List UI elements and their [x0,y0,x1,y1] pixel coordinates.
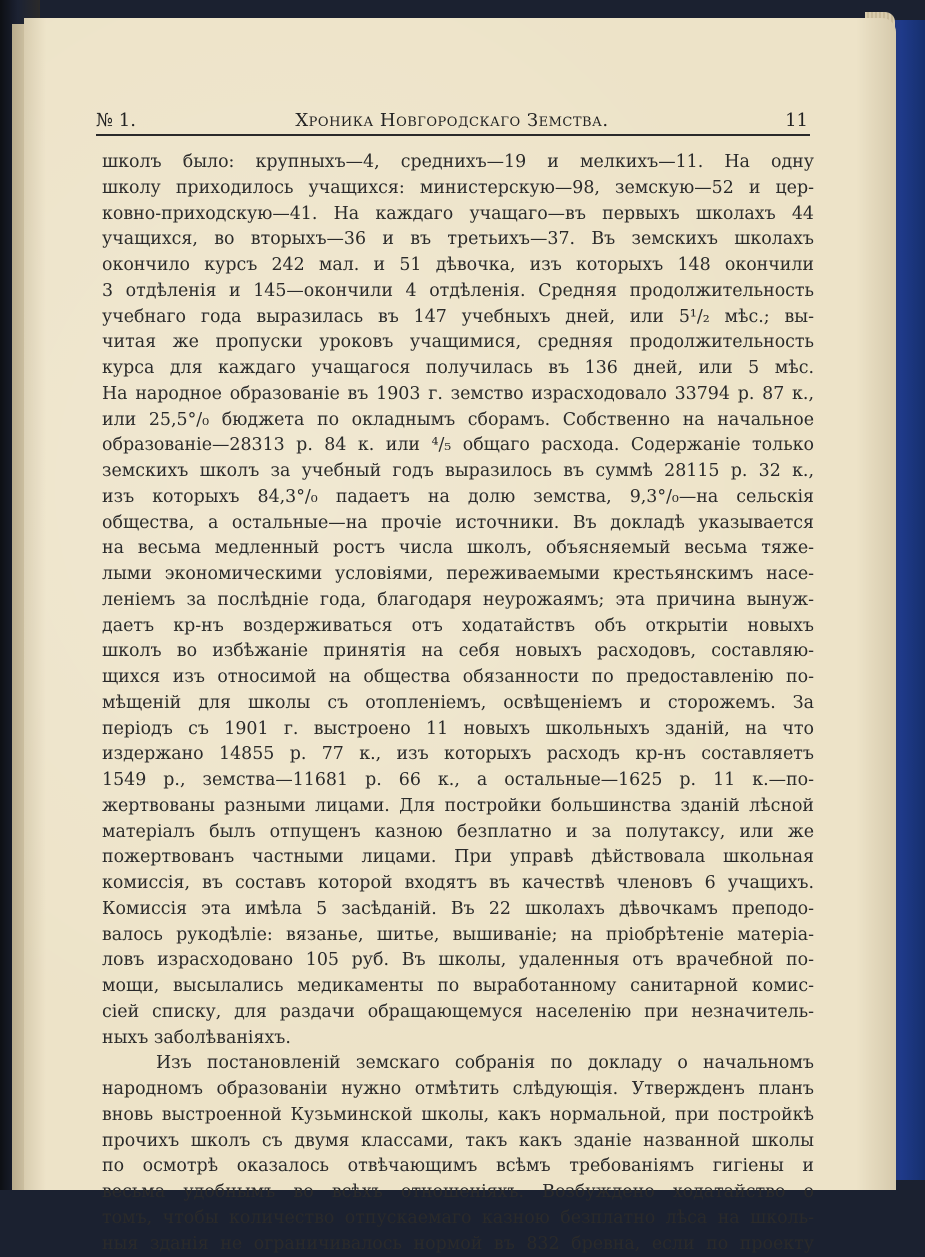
text-line: мощи, высылались медикаменты по выработанному санитарной комис- [102,974,814,1000]
text-line: учащихся, во вторыхъ—36 и въ третьихъ—37. Въ земскихъ школахъ [102,227,814,253]
text-line: леніемъ за послѣдніе года, благодаря неурожаямъ; эта причина вынуж- [102,588,814,614]
text-line: весьма удобнымъ во всѣхъ отношеніяхъ. Возбуждено ходатайство о [102,1180,814,1206]
text-line: школу приходилось учащихся: министерскую—98, земскую—52 и цер- [102,176,814,202]
text-line: щихся изъ относимой на общества обязанности по предоставленію по- [102,665,814,691]
page-number: 11 [785,110,808,131]
issue-number: № 1. [96,110,136,131]
text-line: вновь выстроенной Кузьминской школы, какъ нормальной, при постройкѣ [102,1103,814,1129]
text-line: лыми экономическими условіями, переживаемыми крестьянскимъ насе- [102,562,814,588]
text-line: образованіе—28313 р. 84 к. или ⁴/₅ общаго расхода. Содержаніе только [102,433,814,459]
text-line: пожертвованъ частными лицами. При управѣ дѣйствовала школьная [102,845,814,871]
paragraph-end-line: ныхъ заболѣваніяхъ. [102,1026,814,1052]
text-line: томъ, чтобы количество отпускаемаго казною безплатно лѣса на школь- [102,1206,814,1232]
text-line: курса для каждаго учащагося получилась въ 136 дней, или 5 мѣс. [102,356,814,382]
text-line: земскихъ школъ за учебный годъ выразилось въ суммѣ 28115 р. 32 к., [102,459,814,485]
text-line: школъ во избѣжаніе принятія на себя новыхъ расходовъ, составляю- [102,639,814,665]
text-line: 3 отдѣленія и 145—окончили 4 отдѣленія. Средняя продолжительность [102,279,814,305]
header-rule [96,134,810,136]
text-line: по осмотрѣ оказалось отвѣчающимъ всѣмъ требованіямъ гигіены и [102,1154,814,1180]
text-line: окончило курсъ 242 мал. и 51 дѣвочка, изъ которыхъ 148 окончили [102,253,814,279]
text-line: 1549 р., земства—11681 р. 66 к., а остальные—1625 р. 11 к.—по- [102,768,814,794]
running-header [96,104,808,134]
text-line: валось рукодѣліе: вязанье, шитье, вышиваніе; на пріобрѣтеніе матеріа- [102,923,814,949]
text-line: народномъ образованіи нужно отмѣтить слѣдующія. Утвержденъ планъ [102,1077,814,1103]
text-line: читая же пропуски уроковъ учащимися, средняя продолжительность [102,330,814,356]
text-line: или 25,5°/₀ бюджета по окладнымъ сборамъ. Собственно на начальное [102,408,814,434]
text-line: ныя зданія не ограничивалось нормой въ 832 бревна, если по проекту [102,1232,814,1257]
text-line: общества, а остальные—на прочіе источники. Въ докладѣ указывается [102,511,814,537]
running-title: Хроника Новгородскаго Земства. [96,110,808,131]
text-line: даетъ кр-нъ воздерживаться отъ ходатайствъ объ открытіи новыхъ [102,614,814,640]
text-line: ловъ израсходовано 105 руб. Въ школы, удаленныя отъ врачебной по- [102,948,814,974]
text-line: изъ которыхъ 84,3°/₀ падаетъ на долю земства, 9,3°/₀—на сельскія [102,485,814,511]
text-line: Комиссія эта имѣла 5 засѣданій. Въ 22 школахъ дѣвочкамъ преподо- [102,897,814,923]
text-line: матеріалъ былъ отпущенъ казною безплатно и за полутаксу, или же [102,820,814,846]
text-line: мѣщеній для школы съ отопленіемъ, освѣщеніемъ и сторожемъ. За [102,691,814,717]
text-line: ковно-приходскую—41. На каждаго учащаго—въ первыхъ школахъ 44 [102,202,814,228]
text-line: жертвованы разными лицами. Для постройки большинства зданій лѣсной [102,794,814,820]
text-line: періодъ съ 1901 г. выстроено 11 новыхъ школьныхъ зданій, на что [102,717,814,743]
text-line: учебнаго года выразилась въ 147 учебныхъ дней, или 5¹/₂ мѣс.; вы- [102,305,814,331]
text-line: на весьма медленный ростъ числа школъ, объясняемый весьма тяже- [102,536,814,562]
body-text [102,150,814,1257]
text-line: На народное образованіе въ 1903 г. земство израсходовало 33794 р. 87 к., [102,382,814,408]
text-line: прочихъ школъ съ двумя классами, такъ какъ зданіе названной школы [102,1129,814,1155]
text-line: школъ было: крупныхъ—4, среднихъ—19 и мелкихъ—11. На одну [102,150,814,176]
text-line: комиссія, въ составъ которой входятъ въ качествѣ членовъ 6 учащихъ. [102,871,814,897]
paragraph-start-line: Изъ постановленій земскаго собранія по докладу о начальномъ [102,1051,814,1077]
text-line: издержано 14855 р. 77 к., изъ которыхъ расходъ кр-нъ составляетъ [102,742,814,768]
text-line: сіей списку, для раздачи обращающемуся населенію при незначитель- [102,1000,814,1026]
